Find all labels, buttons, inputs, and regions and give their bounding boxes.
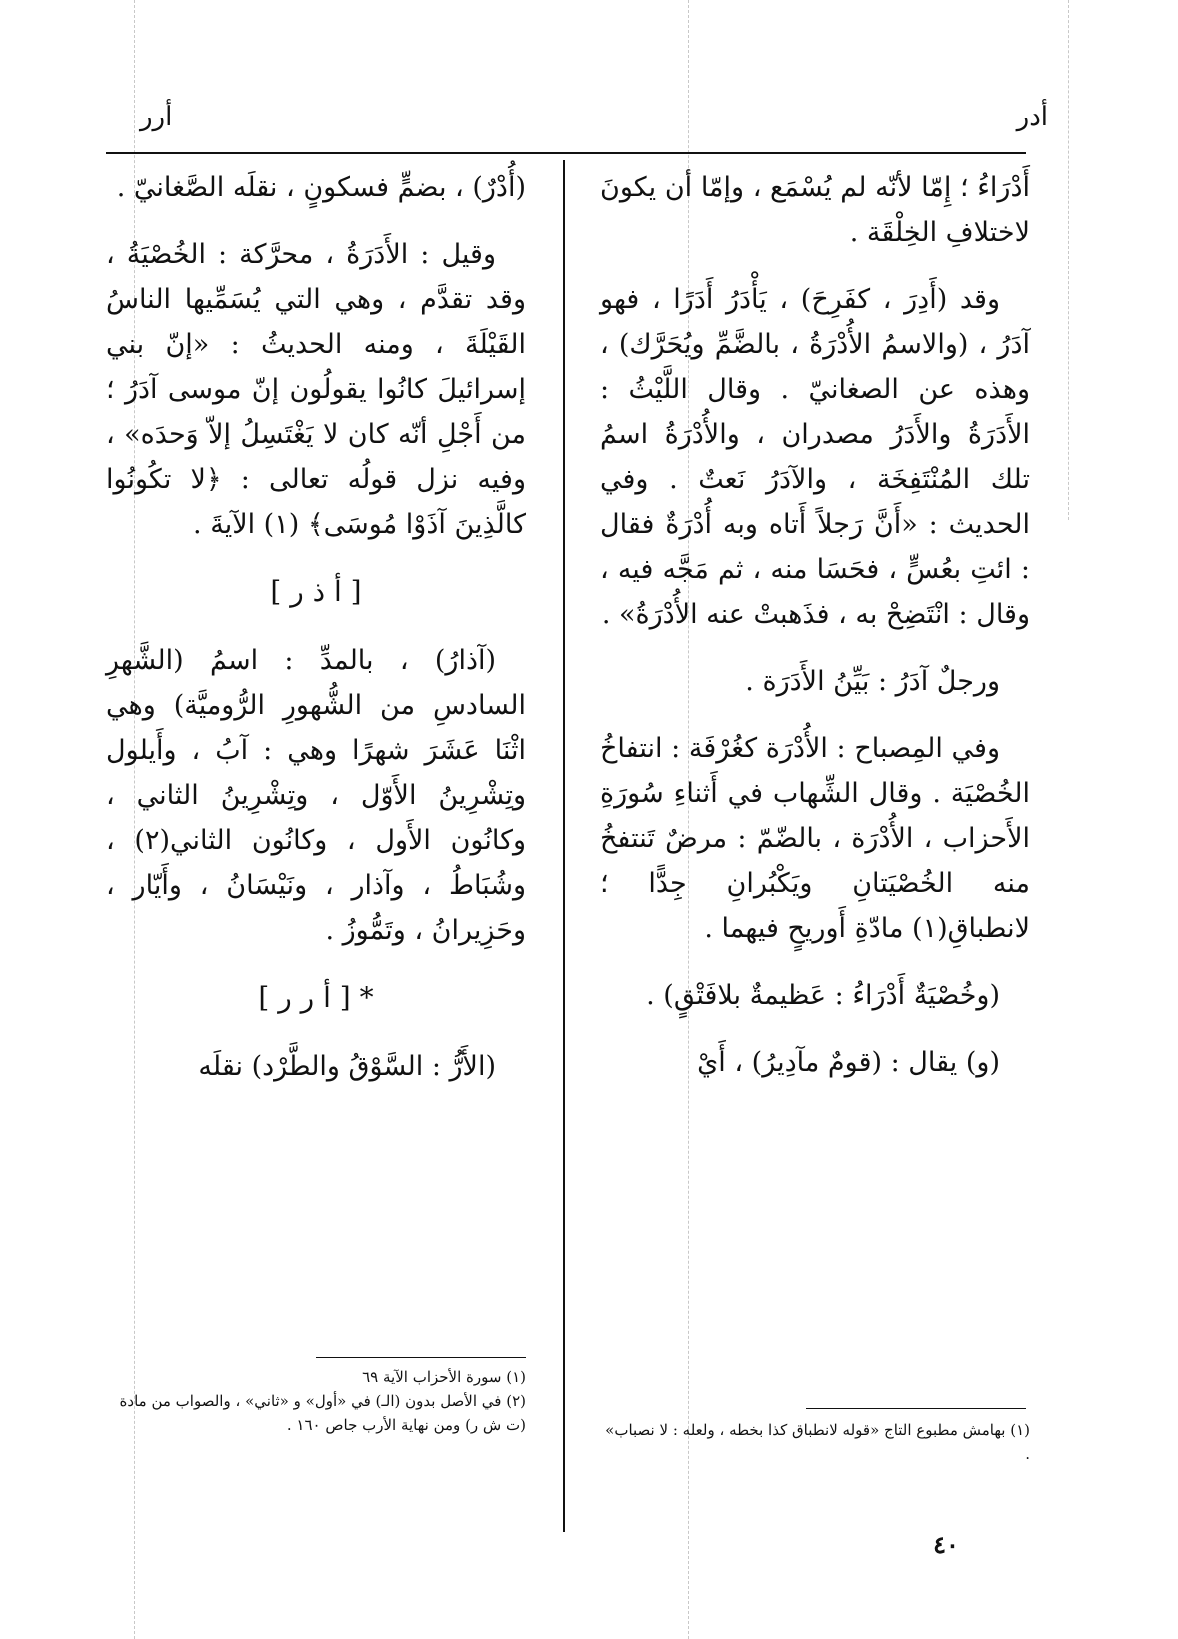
footnotes-right <box>600 1418 1030 1466</box>
paragraph: ورجلٌ آدَرُ : بَيِّنُ الأَدَرَة . <box>745 666 1000 697</box>
entry-heading: * [ أ ر ر ] <box>258 981 374 1014</box>
column-divider <box>563 160 565 1532</box>
page-number: ٤٠ <box>933 1530 959 1559</box>
entry-heading: [ أ ذ ر ] <box>270 575 362 608</box>
footnote-rule <box>316 1357 526 1358</box>
footnote: (١) سورة الأحزاب الآية ٦٩ <box>362 1368 526 1386</box>
paragraph: (وخُصْيَةٌ أَدْرَاءُ : عَظيمةٌ بلافَتْقٍ) . <box>646 980 1000 1011</box>
footnote: (٢) في الأصل بدون (الـ) في «أول» و «ثاني» ، والصواب من مادة (ت ش ر) ومن نهاية الأرب جاص ١٦٠ . <box>119 1392 526 1434</box>
paragraph: (الأَرُّ : السَّوْقُ والطَّرْد) نقلَه <box>198 1051 496 1082</box>
paragraph: (آذارُ) ، بالمدِّ : اسمُ (الشَّهرِ السادسِ من الشُّهورِ الرُّوميَّة) وهي اثْنَا عَشَرَ شهرًا وهي : آبُ ، وأَيلول وتِشْرِينُ الأَوّل ، وتِشْرِينُ الثاني ، وكانُون الأَول ، وكانُون الثاني(٢) ، وشُبَاطُ ، وآذار ، ونَيْسَانُ ، وأَيّار ، وحَزِيرانُ ، وتَمُّوزُ . <box>106 645 526 946</box>
paragraph: وفي المِصباح : الأُدْرَة كغُرْفَة : انتفاخُ الخُصْيَة . وقال الشِّهاب في أَثناءِ سُورَةِ الأَحزاب ، الأُدْرَة ، بالضّمّ : مرضٌ تَنتفخُ منه الخُصْيَتانِ ويَكْبُرانِ جِدًّا ؛ لانطباقِ(١) مادّةِ أَوريحٍ فيهما . <box>600 733 1030 944</box>
footnotes-left <box>106 1365 526 1437</box>
header-rule <box>106 152 1026 154</box>
right-column <box>600 165 1030 1107</box>
paragraph: (أُدْرٌ) ، بضمٍّ فسكونٍ ، نقلَه الصَّغانيّ . <box>116 172 526 203</box>
running-header-right: أدر <box>1016 102 1048 132</box>
running-header-left: أرر <box>140 102 173 132</box>
scan-artifact-line <box>1068 0 1069 520</box>
footnote: (١) بهامش مطبوع التاج «قوله لانطباق كذا بخطه ، ولعله : لا نصباب» . <box>605 1421 1030 1463</box>
paragraph: وقيل : الأَدَرَةُ ، محرَّكة : الخُصْيَةُ ، وقد تقدَّم ، وهي التي يُسَمِّيها الناسُ القَيْلَةَ ، ومنه الحديثُ : «إنّ بني إسرائيلَ كانُوا يقولُون إنّ موسى آدَرُ ؛ من أَجْلِ أنّه كان لا يَغْتَسِلُ إلاّ وَحدَه» ، وفيه نزل قولُه تعالى : ﴿لا تكُونُوا كالَّذِينَ آذَوْا مُوسَى﴾ (١) الآيةَ . <box>106 239 526 540</box>
left-column <box>106 165 526 1111</box>
paragraph: (و) يقال : (قومٌ مآدِيرُ) ، أَيْ <box>697 1047 1000 1078</box>
footnote-rule <box>806 1408 1026 1409</box>
paragraph: أَدْرَاءُ ؛ إِمّا لأنّه لم يُسْمَع ، وإمّا أن يكونَ لاختلافِ الخِلْقَة . <box>600 172 1030 248</box>
paragraph: وقد (أَدِرَ ، كفَرِحَ) ، يَأْدَرُ أَدَرًا ، فهو آدَرُ ، (والاسمُ الأُدْرَةُ ، بالضَّمِّ ويُحَرَّك) ، وهذه عن الصغانيّ . وقال اللَّيْثُ : الأَدَرَةُ والأَدَرُ مصدران ، والأُدْرَةُ اسمُ تلك المُنْتَفِخَة ، والآدَرُ نَعتٌ . وفي الحديث : «أَنَّ رَجلاً أَتاه وبه أُدْرَةٌ فقال : ائتِ بعُسٍّ ، فحَسَا منه ، ثم مَجَّه فيه ، وقال : انْتَضِحْ به ، فذَهبتْ عنه الأُدْرَةُ» . <box>600 284 1030 630</box>
